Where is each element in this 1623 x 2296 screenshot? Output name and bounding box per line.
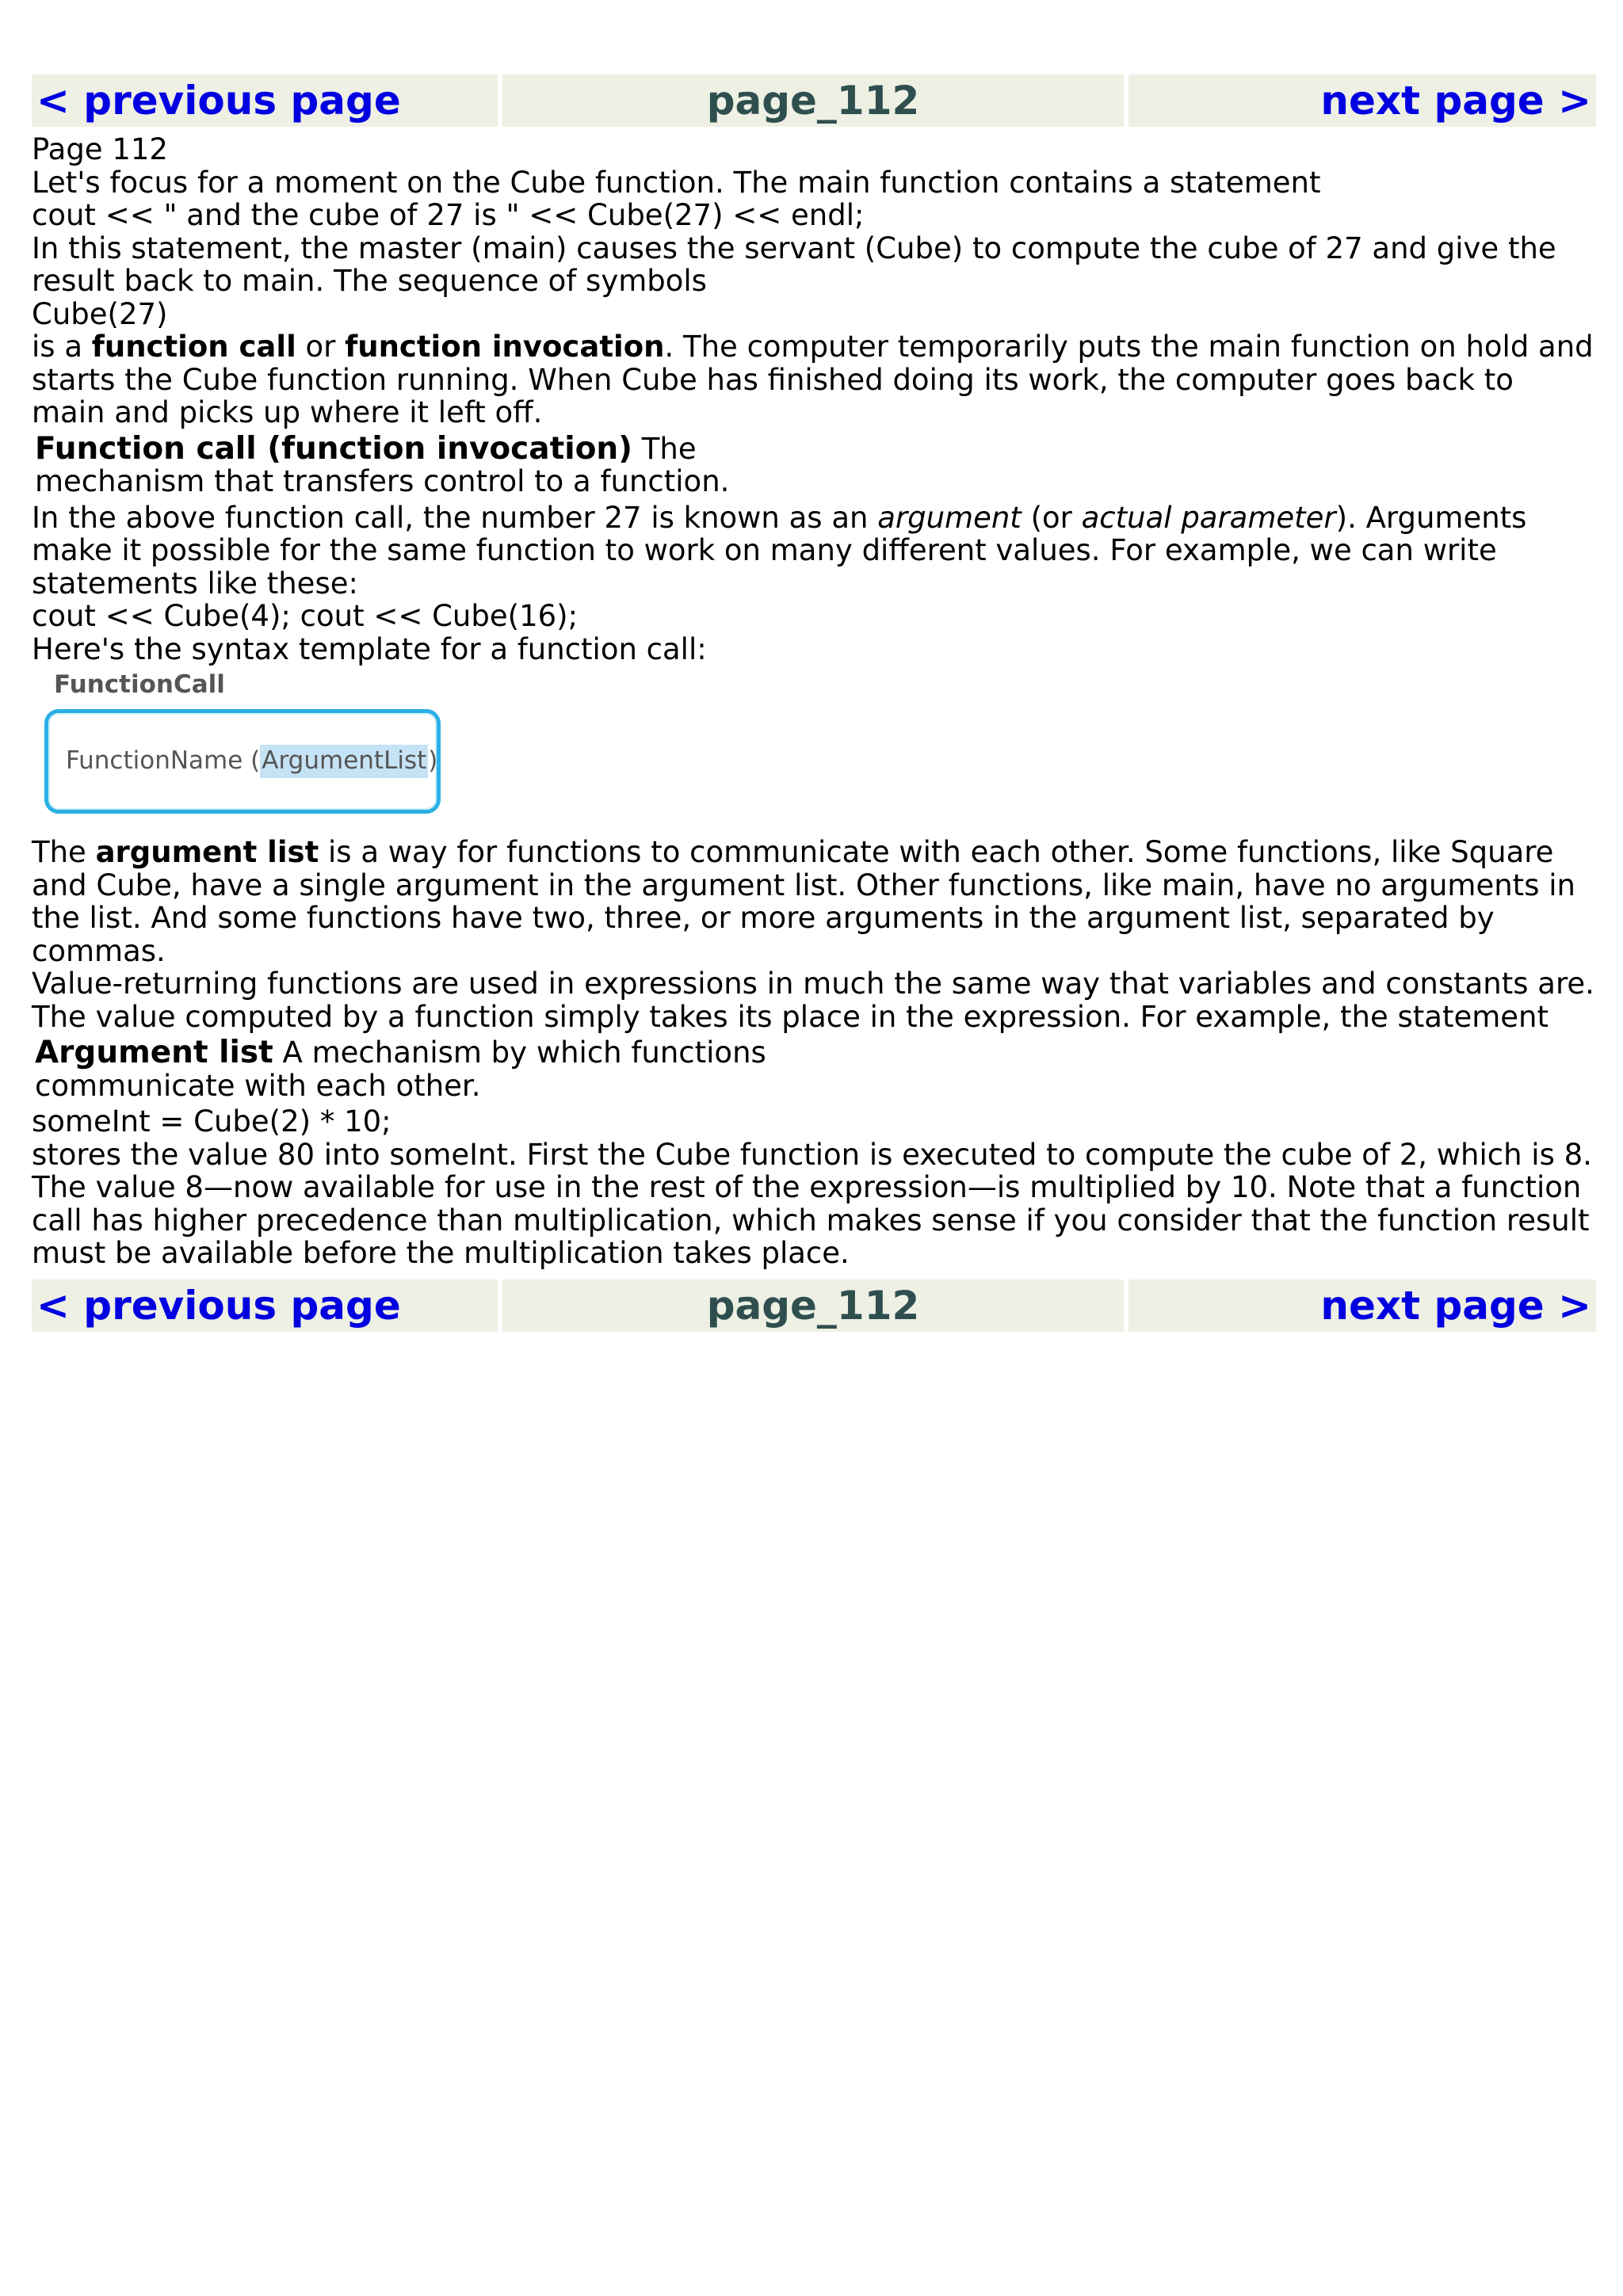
margin-note <box>35 430 1596 498</box>
nav-next-cell <box>1128 1280 1596 1332</box>
page <box>32 74 1596 1332</box>
figure-close: ) <box>428 746 438 776</box>
page-label: page_112 <box>502 1280 1124 1332</box>
syntax-figure <box>32 666 1596 836</box>
paragraph <box>32 836 1596 967</box>
nav-next-cell <box>1128 74 1596 127</box>
text: . The computer temporarily puts the main function on hold and starts the Cube function running. When Cube has finished doing its work, the computer goes back to main and picks up where it left off. <box>32 330 1594 429</box>
code-line: cout << Cube(4); cout << Cube(16); <box>32 599 579 633</box>
paragraph <box>32 502 1596 601</box>
figure-func: FunctionName ( <box>66 746 261 776</box>
paragraph: Let's focus for a moment on the Cube function. The main function contains a statement <box>32 165 1321 200</box>
code-line: someInt = Cube(2) * 10; <box>32 1104 391 1138</box>
term: argument list <box>95 835 319 869</box>
term: function call <box>91 330 296 364</box>
note-text: The <box>632 431 697 466</box>
text: The <box>32 835 96 869</box>
note-text: A mechanism by which functions <box>273 1035 766 1070</box>
nav-prev-cell <box>32 1280 498 1332</box>
paragraph: stores the value 80 into someInt. First the Cube function is executed to compute the cube of 2, which is 8. The value 8—now available for use in the rest of the expression—is multiplied by 10. Note that a function call has higher precedence than multiplication, which makes sense if you consider that the function result must be available before the multiplication takes place. <box>32 1137 1592 1270</box>
code-line: cout << " and the cube of 27 is " << Cube(27) << endl; <box>32 198 865 232</box>
note-line: communicate with each other. <box>35 1068 481 1103</box>
previous-page-link[interactable]: < previous page <box>36 1282 401 1329</box>
code-line: Cube(27) <box>32 296 168 331</box>
page-content <box>32 127 1596 1270</box>
text: ). Arguments make it possible for the same function to work on many different values. For example, we can write statements like these: <box>32 500 1527 601</box>
nav-bar-top <box>32 74 1596 127</box>
term-italic: actual parameter <box>1081 500 1336 535</box>
paragraph: Here's the syntax template for a function call: <box>32 631 707 666</box>
paragraph <box>32 330 1596 429</box>
text: (or <box>1021 500 1082 535</box>
nav-bar-bottom <box>32 1280 1596 1332</box>
note-line <box>35 1036 1596 1070</box>
figure-arg: ArgumentList <box>260 745 428 778</box>
term: function invocation <box>345 330 665 364</box>
nav-prev-cell <box>32 74 498 127</box>
margin-note <box>35 1036 1596 1102</box>
page-label: page_112 <box>502 74 1124 127</box>
text: is a <box>32 330 92 364</box>
page-heading: Page 112 <box>32 132 168 166</box>
note-term: Function call (function invocation) <box>35 430 633 467</box>
syntax-template-box <box>44 709 441 814</box>
note-line <box>35 430 1596 467</box>
next-page-link[interactable]: next page > <box>1320 78 1591 124</box>
term-italic: argument <box>877 500 1022 535</box>
figure-title: FunctionCall <box>54 670 225 699</box>
text: In the above function call, the number 27 is known as an <box>32 500 878 535</box>
paragraph: Value-returning functions are used in expressions in much the same way that variables and constants are. The value computed by a function simply takes its place in the expression. For example, the statement <box>32 967 1594 1034</box>
paragraph: In this statement, the master (main) causes the servant (Cube) to compute the cube of 27 and give the result back to main. The sequence of symbols <box>32 231 1556 298</box>
text: is a way for functions to communicate with each other. Some functions, like Square and Cube, have a single argument in the argument list. Other functions, like main, have no arguments in the list. And some functions have two, three, or more arguments in the argument list, separated by commas. <box>32 835 1575 968</box>
note-line: mechanism that transfers control to a function. <box>35 464 730 498</box>
previous-page-link[interactable]: < previous page <box>36 78 401 124</box>
text: or <box>296 330 346 364</box>
note-term: Argument list <box>35 1035 273 1070</box>
next-page-link[interactable]: next page > <box>1320 1282 1591 1329</box>
